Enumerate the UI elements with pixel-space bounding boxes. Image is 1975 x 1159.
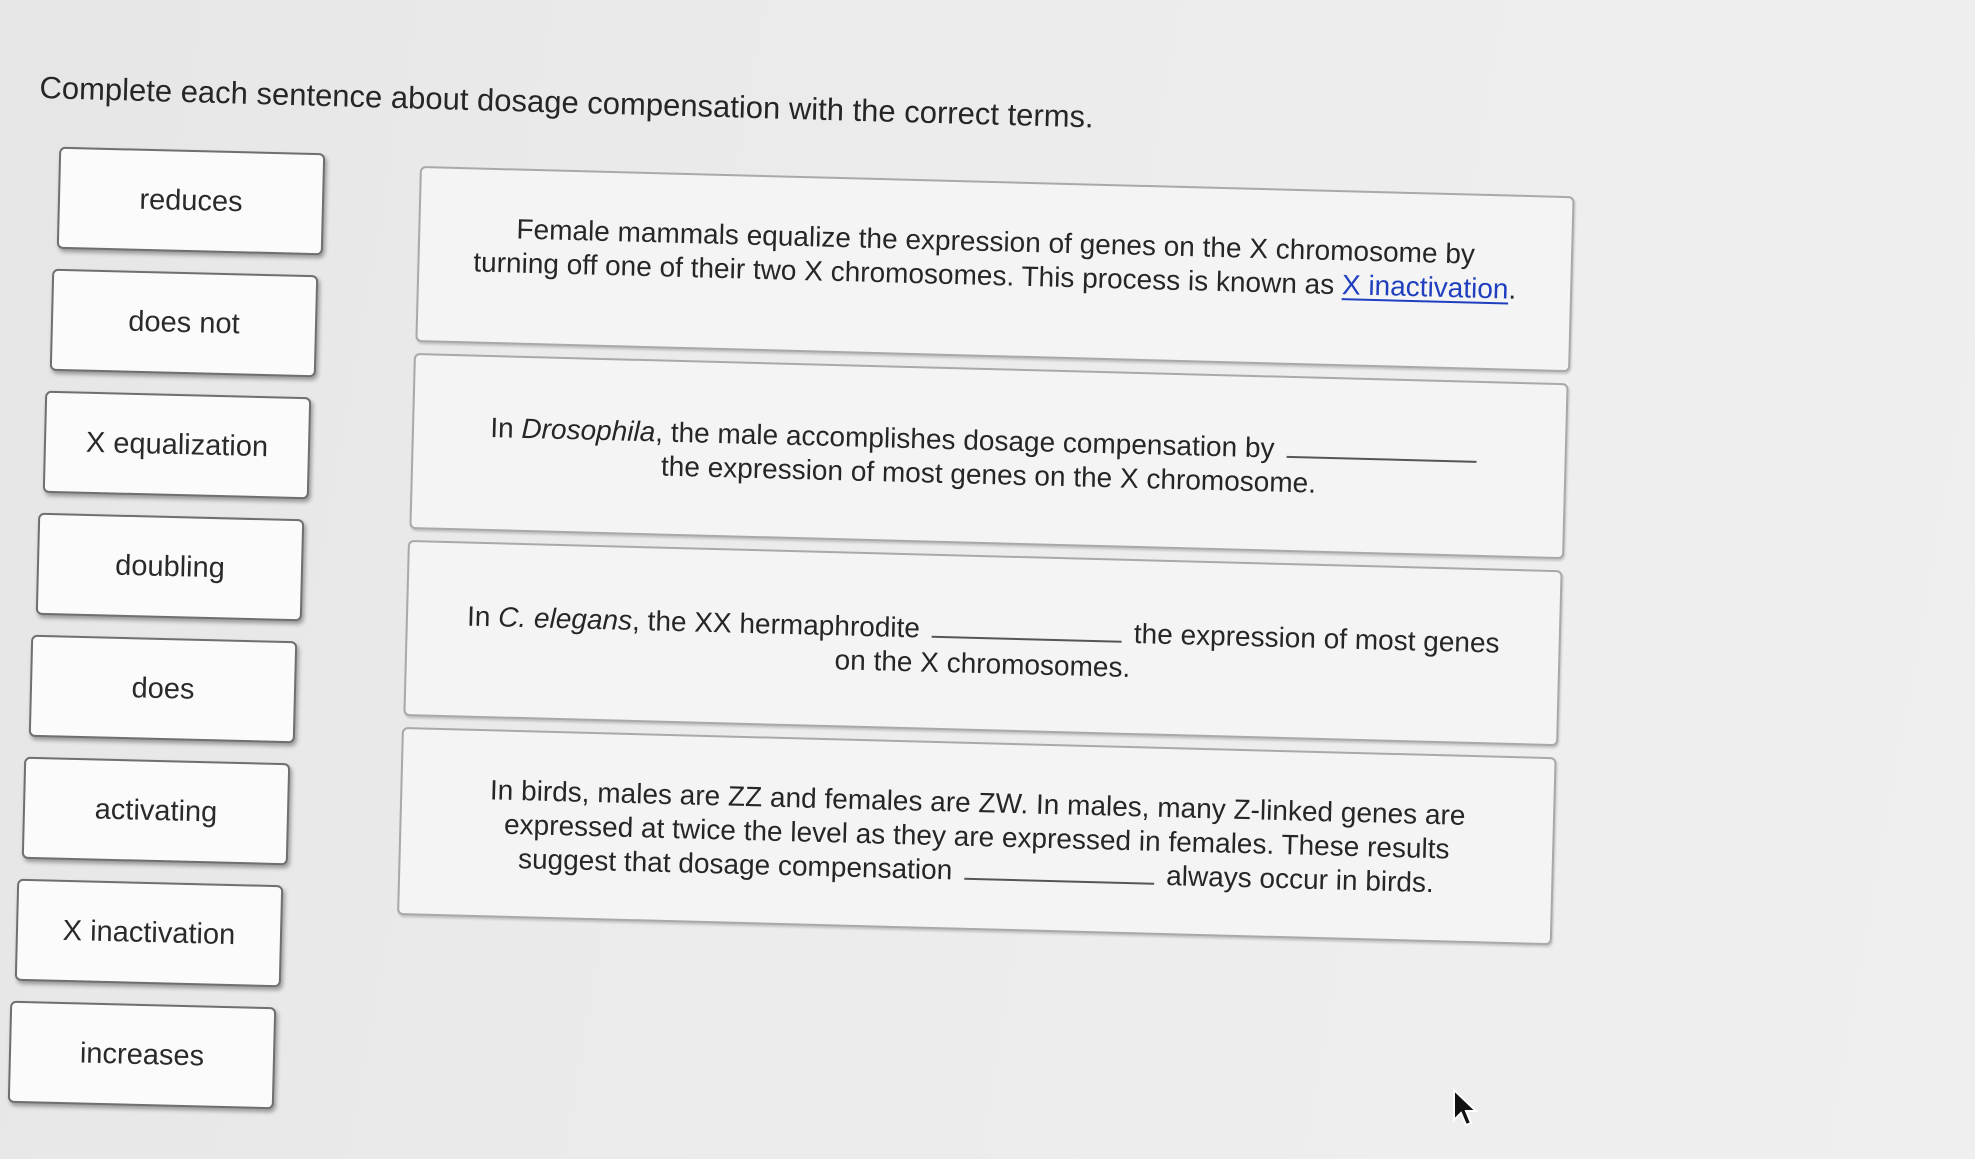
sentence-3-part1-pre: In — [466, 600, 499, 633]
sentence-3-part2: the expression of most genes on the X chromosomes. — [834, 618, 1500, 683]
sentence-3-blank[interactable] — [932, 612, 1123, 643]
sentence-4-blank[interactable] — [964, 854, 1155, 885]
word-chip-x-equalization[interactable]: X equalization — [43, 391, 311, 499]
sentence-box-2 — [409, 353, 1568, 559]
mouse-pointer-icon — [1452, 1088, 1482, 1128]
sentence-box-1 — [415, 166, 1574, 372]
word-chip-activating[interactable]: activating — [22, 757, 290, 865]
word-chip-does[interactable]: does — [29, 635, 297, 743]
sentence-2-organism: Drosophila — [521, 412, 656, 448]
sentence-4-part2: always occur in birds. — [1165, 860, 1435, 899]
sentence-1-part1: Female mammals equalize the expression of genes on the X chromosome by turning off one of their two X chromosomes. This process is known as — [472, 213, 1476, 301]
sentence-2-part2: the expression of most genes on the X chromosome. — [660, 450, 1317, 499]
sentence-1-answer[interactable]: X inactivation — [1341, 269, 1509, 305]
word-chip-increases[interactable]: increases — [8, 1001, 276, 1109]
sentence-3-organism: C. elegans — [497, 601, 633, 636]
word-chip-x-inactivation[interactable]: X inactivation — [15, 879, 283, 987]
sentence-3-text — [457, 599, 1509, 694]
sentence-box-4 — [397, 727, 1557, 945]
sentence-1-text — [469, 211, 1521, 306]
word-chip-reduces[interactable]: reduces — [57, 147, 325, 255]
sentence-2-part1-pre: In — [489, 412, 522, 444]
sentence-2-text — [463, 410, 1515, 505]
word-chip-does-not[interactable]: does not — [50, 269, 318, 377]
instruction-text: Complete each sentence about dosage compensation with the correct terms. — [39, 70, 1095, 135]
word-chip-doubling[interactable]: doubling — [36, 513, 304, 621]
sentence-2-blank[interactable] — [1286, 432, 1477, 463]
sentence-3-part1-post: , the XX hermaphrodite — [631, 604, 921, 644]
sentence-4-part1: In birds, males are ZZ and females are ZW. In males, many Z-linked genes are expressed at twice the level as they are expressed in females. These results suggest that dosage compensation — [489, 774, 1466, 886]
sentence-1-part2: . — [1508, 273, 1517, 305]
sentence-2-part1-post: , the male accomplishes dosage compensation by — [654, 416, 1275, 464]
sentence-box-3 — [403, 540, 1562, 746]
sentence-4-text — [450, 772, 1503, 901]
